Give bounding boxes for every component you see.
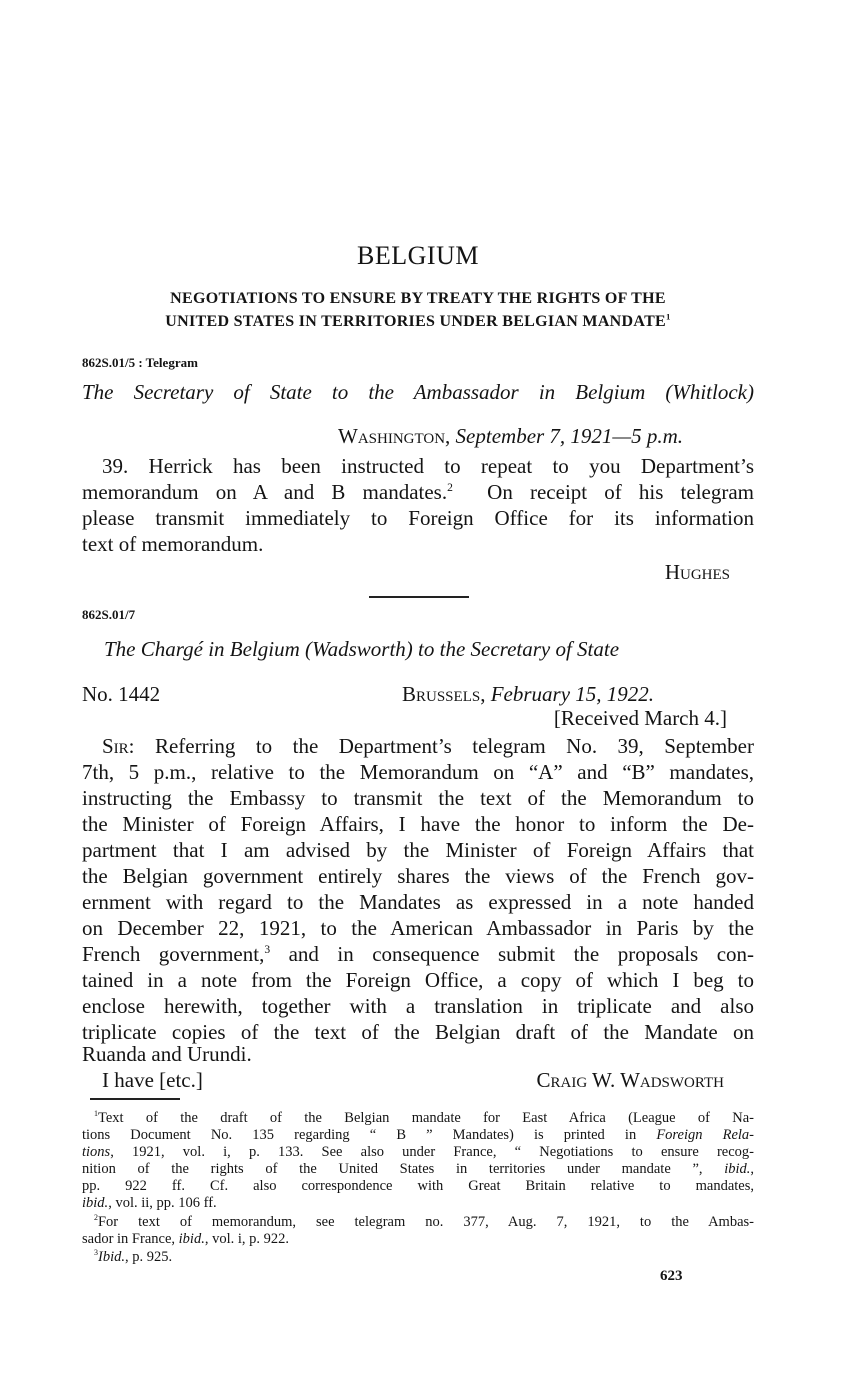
- page-title: BELGIUM: [357, 241, 479, 270]
- doc2-para-line-3: instructing the Embassy to transmit the text of the Memorandum to: [82, 786, 754, 810]
- doc2-para-line-7: ernment with regard to the Mandates as expressed in a note handed: [82, 890, 754, 914]
- section-divider: [369, 596, 469, 598]
- doc2-para-line-4: the Minister of Foreign Affairs, I have the honor to inform the De-: [82, 812, 754, 836]
- doc2-para-line-5: partment that I am advised by the Minister of Foreign Affairs that: [82, 838, 754, 862]
- footnote-ref-2: 2: [447, 482, 453, 494]
- doc2-para-line-13: Ruanda and Urundi.: [82, 1042, 252, 1066]
- doc1-para-line-3: please transmit immediately to Foreign Office for its information: [82, 506, 754, 530]
- doc1-file-number: 862S.01/5 : Telegram: [82, 355, 198, 370]
- doc2-received: [Received March 4.]: [553, 706, 727, 730]
- doc2-para-line-9: French government,$^3$ and in consequence submit the proposals con-: [82, 942, 755, 966]
- footnote-2-line-1: $^2$For text of memorandum, see telegram no. 377, Aug. 7, 1921, to the Ambas-: [94, 1213, 754, 1230]
- footnote-3: $^3$Ibid., p. 925.: [94, 1248, 173, 1265]
- footnote-1-line-3: tions, 1921, vol. i, p. 133. See also under France, “ Negotiations to ensure recog-: [82, 1144, 754, 1160]
- doc2-dateline: Brussels, February 15, 1922.: [402, 682, 655, 706]
- doc2-para-line-10: tained in a note from the Foreign Office, a copy of which I beg to: [82, 968, 754, 992]
- doc2-para-line-2: 7th, 5 p.m., relative to the Memorandum on “A” and “B” mandates,: [82, 760, 754, 784]
- doc2-header: The Chargé in Belgium (Wadsworth) to the Secretary of State: [104, 637, 620, 661]
- document-page: [82, 0, 754, 1380]
- doc2-para-line-11: enclose herewith, together with a translation in triplicate and also: [82, 994, 754, 1018]
- doc1-header: The Secretary of State to the Ambassador in Belgium (Whitlock): [82, 380, 754, 404]
- subtitle-line-2: UNITED STATES IN TERRITORIES UNDER BELGIAN MANDATE$^1$: [165, 311, 671, 330]
- footnote-1-line-5: pp. 922 ff. Cf. also correspondence with Great Britain relative to mandates,: [82, 1178, 754, 1194]
- page-number: 623: [660, 1268, 683, 1284]
- footnote-2-line-2: sador in France, ibid., vol. i, p. 922.: [82, 1231, 290, 1247]
- footnote-1-line-2: tions Document No. 135 regarding “ B ” Mandates) is printed in Foreign Rela-: [82, 1127, 754, 1143]
- doc1-dateline: Washington, September 7, 1921—5 p.m.: [338, 424, 684, 448]
- doc2-signature: Craig W. Wadsworth: [536, 1068, 724, 1092]
- footnote-1-line-6: ibid., vol. ii, pp. 106 ff.: [82, 1195, 217, 1211]
- doc2-para-line-12: triplicate copies of the text of the Belgian draft of the Mandate on: [82, 1020, 754, 1044]
- doc1-para-line-1: 39. Herrick has been instructed to repeat to you Department’s: [102, 454, 754, 478]
- doc2-closing: I have [etc.]: [102, 1068, 203, 1092]
- footnote-ref-1: 1: [666, 311, 671, 322]
- footnote-1-line-4: nition of the rights of the United States in territories under mandate ”, ibid.,: [82, 1161, 755, 1177]
- doc2-file-number: 862S.01/7: [82, 607, 136, 622]
- footnote-1-line-1: $^1$Text of the draft of the Belgian mandate for East Africa (League of Na-: [94, 1109, 754, 1126]
- footnote-ref-3: 3: [264, 944, 271, 956]
- doc1-para-line-2: memorandum on A and B mandates.$^2$ On receipt of his telegram: [82, 480, 755, 504]
- doc2-number: No. 1442: [82, 682, 161, 706]
- doc1-signature: Hughes: [664, 560, 730, 584]
- subtitle-line-1: NEGOTIATIONS TO ENSURE BY TREATY THE RIGHTS OF THE: [170, 290, 666, 307]
- doc2-para-line-6: the Belgian government entirely shares the views of the French gov-: [82, 864, 754, 888]
- doc2-para-line-8: on December 22, 1921, to the American Ambassador in Paris by the: [82, 916, 754, 940]
- doc2-para-line-1: Sir: Referring to the Department’s telegram No. 39, September: [102, 734, 754, 758]
- footnote-rule: [90, 1098, 180, 1100]
- doc1-para-line-4: text of memorandum.: [82, 532, 264, 556]
